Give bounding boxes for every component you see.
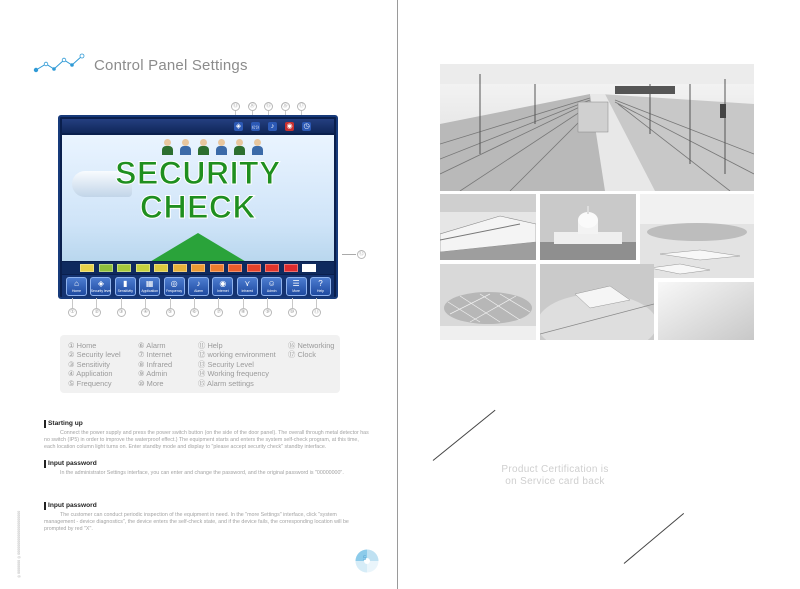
legend-item: ⑰ Clock (288, 350, 316, 360)
level-indicator (117, 264, 131, 272)
legend-item: ⑫ working environment (198, 350, 276, 360)
callout-line (72, 298, 73, 308)
person-figure (252, 139, 263, 155)
home-icon: ⌂ (74, 279, 79, 288)
callout-line (267, 298, 268, 308)
person-figure (234, 139, 245, 155)
nav-button-more[interactable] (286, 277, 307, 296)
infrared-icon: ⋎ (244, 279, 251, 288)
nav-button-label: Alarm (194, 289, 203, 293)
cert-text-line2: on Service card back (505, 476, 605, 487)
callout-number: ⑦ (214, 308, 223, 317)
legend-item: ⑧ Infrared (138, 359, 173, 369)
nav-button-label: Admin (266, 289, 277, 293)
callout-number: ⑨ (263, 308, 272, 317)
callout-number: ③ (117, 308, 126, 317)
callout-number: ⑩ (288, 308, 297, 317)
callout-line (316, 298, 317, 308)
nav-button-label: Help (317, 289, 324, 293)
legend-item: ④ Application (68, 369, 113, 379)
side-note (17, 498, 23, 580)
callout-line (292, 298, 293, 308)
legend-item: ⑨ Admin (138, 369, 168, 379)
frequency-icon: ◎ (170, 279, 178, 288)
misty-cityscape-photo (658, 282, 754, 340)
more-icon: ☰ (292, 279, 300, 288)
nav-button-label: Application (141, 289, 158, 293)
callout-line (194, 298, 195, 308)
legend-box (60, 335, 340, 393)
legend-column (198, 341, 276, 388)
level-indicator (99, 264, 113, 272)
security-title: SECURITY (115, 155, 281, 191)
nav-button-frequency[interactable] (164, 277, 185, 296)
legend-item: ② Security level (68, 350, 121, 360)
level-indicator (265, 264, 279, 272)
globe-icon[interactable]: ◉ (286, 123, 293, 130)
person-figure (162, 139, 173, 155)
security-check-display (62, 135, 334, 261)
airport-terminal-photo (640, 194, 754, 278)
callout-number: ④ (141, 308, 150, 317)
section-body: Connect the power supply and press the power switch button (on the side of the door panel). The overall through metal detector has no switch (IP5) in order to improve the waterproof effect.) The equipment starts and enters the system self-check program, at this time, each location column light turns on. Enter standby mode and display to "please accept security check" standby interface. (44, 430, 369, 450)
page-title: Control Panel Settings (94, 57, 248, 74)
nav-button-sensitivity[interactable] (115, 277, 136, 296)
capitol-building-photo (540, 194, 636, 260)
admin-icon: ☺ (267, 279, 276, 288)
alarm-level-bar (62, 262, 334, 274)
callout-right: ⑫ (358, 251, 364, 257)
callout-line (342, 254, 356, 255)
callout-number: ⑬ (232, 103, 238, 109)
callout-number: ⑧ (239, 308, 248, 317)
legend-item: ① Home (68, 341, 97, 350)
control-panel-screen (58, 115, 338, 299)
help-icon: ? (318, 279, 323, 288)
legend-item: ⑦ Internet (138, 350, 172, 360)
clock-icon[interactable]: ◷ (303, 123, 310, 130)
high-speed-train-photo (440, 194, 536, 260)
legend-item: ③ Sensitivity (68, 359, 110, 369)
person-figure (216, 139, 227, 155)
nav-button-infrared[interactable] (237, 277, 258, 296)
molecule-logo-icon (32, 52, 92, 76)
page-number-badge (355, 549, 379, 573)
legend-item: ⑪ Help (198, 341, 223, 350)
nav-button-admin[interactable] (261, 277, 282, 296)
nav-button-help[interactable] (310, 277, 331, 296)
callout-line (170, 298, 171, 308)
nav-button-label: Sensitivity (117, 289, 133, 293)
internet-icon: ◉ (219, 279, 227, 288)
airport-aerial-photo (540, 264, 654, 340)
level-indicator (80, 264, 94, 272)
level-indicator (210, 264, 224, 272)
callout-line (218, 298, 219, 308)
level-indicator (228, 264, 242, 272)
callout-number: ⑪ (313, 309, 319, 315)
legend-column (288, 341, 334, 360)
legend-item: ⑬ Security Level (198, 359, 254, 369)
bell-icon[interactable]: ♪ (268, 122, 277, 131)
callout-number: ② (92, 308, 101, 317)
legend-item: ⑮ Alarm settings (198, 378, 254, 388)
level-indicator (247, 264, 261, 272)
section-body: The customer can conduct periodic inspection of the equipment in need. In the "more Settings" interface, click "system management - device diagnostics", the device enters the self-check state, and if the device fails, the corresponding location will be prompted by red "X". (44, 512, 349, 532)
level-indicator (173, 264, 187, 272)
staff-graphic (158, 139, 268, 155)
section-heading: Input password (44, 502, 97, 510)
nav-button-label: Internet (217, 289, 229, 293)
train-station-photo (440, 64, 754, 191)
security-level-icon: ◈ (97, 279, 104, 288)
nav-button-security-level[interactable] (90, 277, 111, 296)
nav-button-home[interactable] (66, 277, 87, 296)
callout-number: ⑰ (298, 103, 304, 109)
nav-button-label: Frequency (166, 289, 183, 293)
level-indicator (284, 264, 298, 272)
person-figure (198, 139, 209, 155)
section-heading: Starting up (44, 420, 83, 428)
callout-line (243, 298, 244, 308)
nav-button-alarm[interactable] (188, 277, 209, 296)
callout-number: ⑤ (166, 308, 175, 317)
legend-item: ⑥ Alarm (138, 341, 166, 350)
callout-number: ⑯ (282, 103, 288, 109)
left-page (0, 0, 398, 589)
nav-button-label: Security level (90, 289, 111, 293)
callout-line (121, 298, 122, 308)
callout-number: ⑮ (265, 103, 271, 109)
nav-button-internet[interactable] (212, 277, 233, 296)
legend-item: ⑤ Frequency (68, 378, 112, 388)
legend-item: ⑯ Networking (288, 341, 335, 350)
level-indicator (136, 264, 150, 272)
level-indicator (191, 264, 205, 272)
page-number: 5 (363, 556, 367, 562)
callout-line (96, 298, 97, 308)
callout-line (145, 298, 146, 308)
side-note-text: ◎ 0000000 ◎ 0000000000000000000000 (17, 510, 21, 578)
legend-column (138, 341, 172, 388)
application-icon: ▦ (145, 279, 154, 288)
arrow-stem (180, 247, 216, 261)
birds-nest-stadium-photo (440, 264, 536, 340)
nav-button-application[interactable] (139, 277, 160, 296)
nav-button-label: Infrared (241, 289, 254, 293)
level-indicator (302, 264, 316, 272)
panel-status-bar (62, 119, 334, 133)
callout-number: ① (68, 308, 77, 317)
shield-icon[interactable]: ◈ (235, 123, 242, 130)
panel-nav-bar (62, 275, 334, 297)
legend-column (68, 341, 121, 388)
level-indicator (154, 264, 168, 272)
nav-button-label: More (292, 289, 300, 293)
alarm-icon: ♪ (196, 279, 201, 288)
section-heading: Input password (44, 460, 97, 468)
check-title: CHECK (139, 189, 257, 225)
signal-icon[interactable]: ((·)) (252, 124, 259, 129)
person-figure (180, 139, 191, 155)
section-body: In the administrator Settings interface, you can enter and change the password, and the original password is "00000000". (60, 470, 344, 476)
nav-button-label: Home (71, 289, 82, 293)
callout-number: ⑭ (249, 103, 255, 109)
sensitivity-icon: ▮ (123, 279, 128, 288)
callout-number: ⑥ (190, 308, 199, 317)
legend-item: ⑭ Working frequency (198, 369, 269, 379)
legend-item: ⑩ More (138, 378, 164, 388)
cert-text-line1: Product Certification is (501, 464, 609, 475)
